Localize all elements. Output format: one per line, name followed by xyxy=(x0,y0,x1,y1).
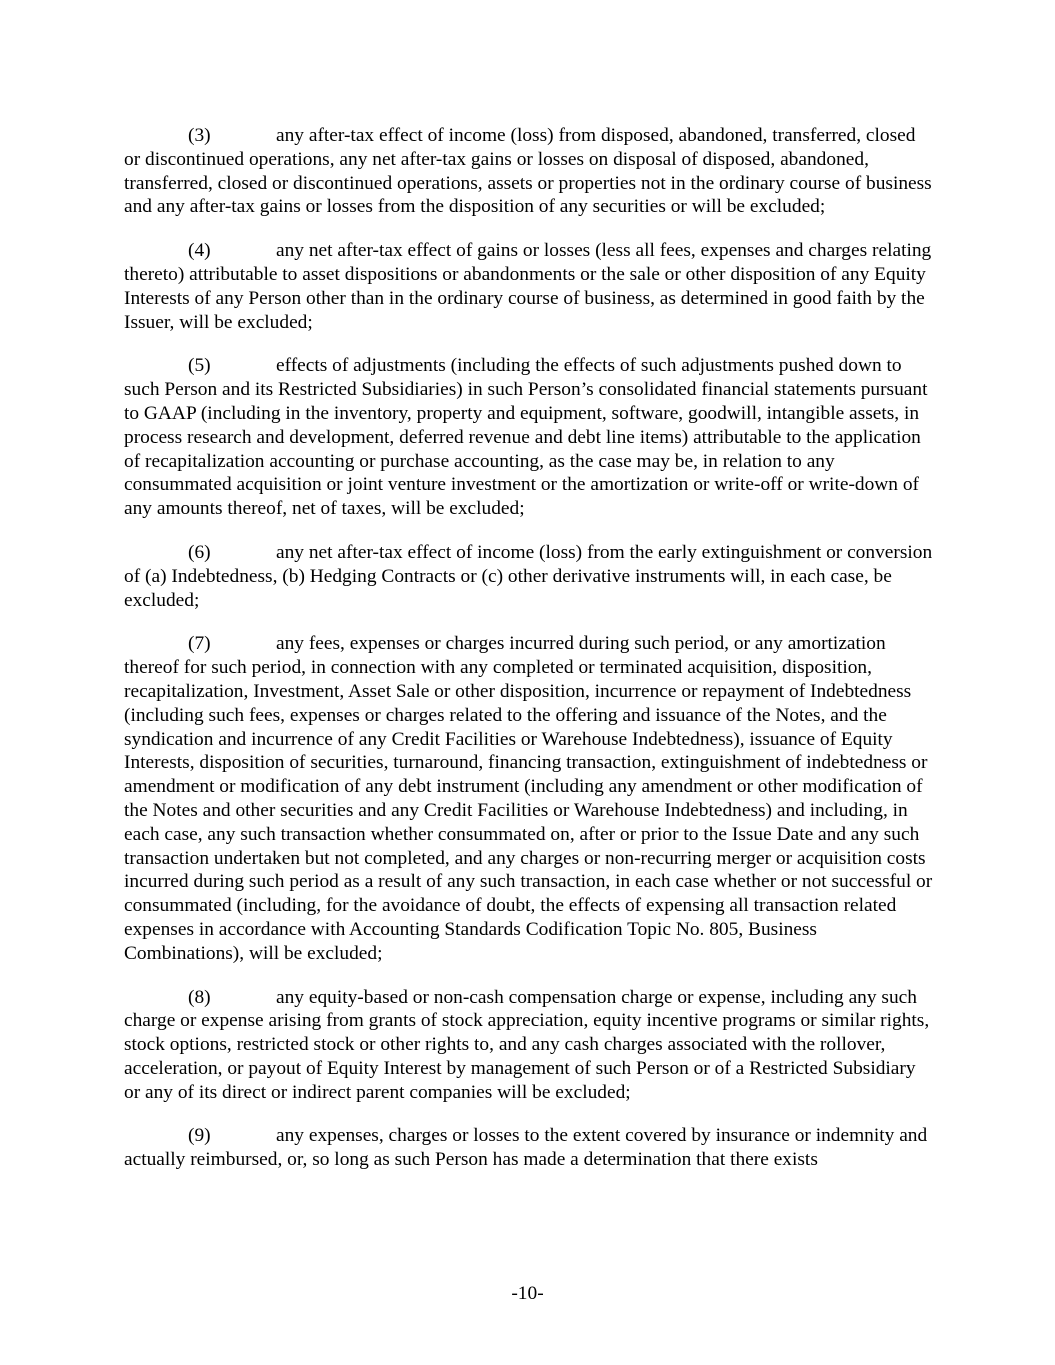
clause-text: any net after-tax effect of gains or losses (less all fees, expenses and charges relating thereto) attributable to asset dispositions or abandonments or the sale or other disposition of any Equity Interests of any Person other than in the ordinary course of business, as determined in good faith by the Issuer, will be excluded; xyxy=(124,240,932,333)
clause-8 xyxy=(124,986,936,1105)
clause-9 xyxy=(124,1124,936,1172)
clause-text: any after-tax effect of income (loss) from disposed, abandoned, transferred, closed or discontinued operations, any net after-tax gains or losses on disposal of disposed, abandoned, transferred, closed or discontinued operations, assets or properties not in the ordinary course of business and any after-tax gains or losses from the disposition of any securities or will be excluded; xyxy=(124,125,932,218)
clause-number: (5) xyxy=(188,355,211,377)
clause-text: any expenses, charges or losses to the extent covered by insurance or indemnity and actually reimbursed, or, so long as such Person has made a determination that there exists xyxy=(124,1125,928,1171)
clause-number: (6) xyxy=(188,541,211,563)
clause-text: any equity-based or non-cash compensation charge or expense, including any such charge or expense arising from grants of stock appreciation, equity incentive programs or similar rights, stock options, restricted stock or other rights to, and any cash charges associated with the rollover, acceleration, or payout of Equity Interest by management of such Person or of a Restricted Subsidiary or any of its direct or indirect parent companies will be excluded; xyxy=(124,986,930,1103)
clause-5 xyxy=(124,354,936,521)
clause-7 xyxy=(124,632,936,965)
clause-3 xyxy=(124,124,936,219)
clause-text: any fees, expenses or charges incurred during such period, or any amortization thereof for such period, in connection with any completed or terminated acquisition, disposition, recapitalization, Investment, Asset Sale or other disposition, incurrence or repayment of Indebtedness (including such fees, expenses or charges related to the offering and issuance of the Notes, and the syndication and incurrence of any Credit Facilities or Warehouse Indebtedness), issuance of Equity Interests, disposition of securities, turnaround, financing transaction, extinguishment of indebtedness or amendment or modification of any debt instrument (including any amendment or other modification of the Notes and other securities and any Credit Facilities or Warehouse Indebtedness) and including, in each case, any such transaction whether consummated on, after or prior to the Issue Date and any such transaction undertaken but not completed, and any charges or non-recurring merger or acquisition costs incurred during such period as a result of any such transaction, in each case whether or not successful or consummated (including, for the avoidance of doubt, the effects of expensing all transaction related expenses in accordance with Accounting Standards Codification Topic No. 805, Business Combinations), will be excluded; xyxy=(124,633,933,964)
clause-text: any net after-tax effect of income (loss) from the early extinguishment or conversion of (a) Indebtedness, (b) Hedging Contracts or (c) other derivative instruments will, in each case, be excluded; xyxy=(124,541,933,611)
clause-6 xyxy=(124,541,936,612)
clause-number: (8) xyxy=(188,986,211,1008)
clause-number: (3) xyxy=(188,125,211,146)
clause-number: (7) xyxy=(188,633,211,655)
clause-4 xyxy=(124,239,936,334)
document-body xyxy=(124,124,936,1192)
page-number: -10- xyxy=(511,1283,544,1304)
clause-number: (4) xyxy=(188,240,211,262)
clause-number: (9) xyxy=(188,1125,211,1147)
clause-text: effects of adjustments (including the effects of such adjustments pushed down to such Person and its Restricted Subsidiaries) in such Person’s consolidated financial statements pursuant to GAAP (including in the inventory, property and equipment, software, goodwill, intangible assets, in process research and development, deferred revenue and debt line items) attributable to the application of recapitalization accounting or purchase accounting, as the case may be, in relation to any consummated acquisition or joint venture investment or the amortization or write-off or write-down of any amounts thereof, net of taxes, will be excluded; xyxy=(124,355,928,520)
